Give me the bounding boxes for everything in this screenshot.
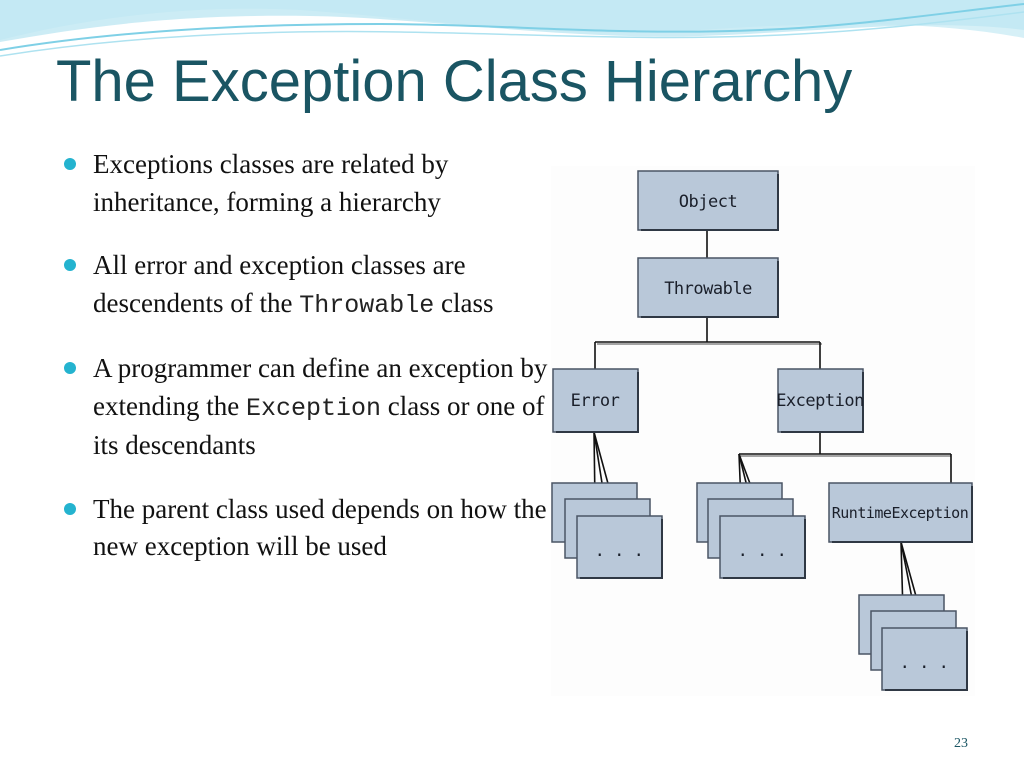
bullet-text: All error and exception classes are descendents of the <box>93 250 466 318</box>
node-exception: Exception <box>776 391 864 411</box>
node-object: Object <box>678 192 738 212</box>
bullet-dot-icon <box>64 259 76 271</box>
bullet-item <box>62 491 550 566</box>
bullet-item <box>62 146 550 221</box>
code-exception: Exception <box>245 393 381 423</box>
bullet-dot-icon <box>64 158 76 170</box>
class-hierarchy-diagram <box>551 166 975 696</box>
bullet-list <box>62 146 550 592</box>
node-error-subclasses: . . . <box>594 541 644 561</box>
slide-title: The Exception Class Hierarchy <box>56 49 853 114</box>
bullet-text: The parent class used depends on how the new exception will be used <box>93 493 547 561</box>
node-runtime-subclasses: . . . <box>899 653 949 673</box>
bullet-item <box>62 247 550 324</box>
bullet-text: Exceptions classes are related by inheritance, forming a hierarchy <box>93 149 449 217</box>
node-boxes <box>552 171 972 690</box>
bullet-text: class or one of its descendants <box>93 390 545 460</box>
node-exception-subclasses: . . . <box>737 541 787 561</box>
hierarchy-svg <box>551 166 975 696</box>
bullet-text: class <box>434 287 494 318</box>
bullet-dot-icon <box>64 362 76 374</box>
bullet-item <box>62 350 550 465</box>
page-number: 23 <box>954 736 968 751</box>
bullet-dot-icon <box>64 503 76 515</box>
node-runtime-exception: RuntimeException <box>831 504 969 522</box>
code-throwable: Throwable <box>299 290 435 320</box>
node-error: Error <box>570 391 620 411</box>
bullet-text: A programmer can define an exception by extending the <box>93 353 548 421</box>
node-throwable: Throwable <box>664 279 752 299</box>
